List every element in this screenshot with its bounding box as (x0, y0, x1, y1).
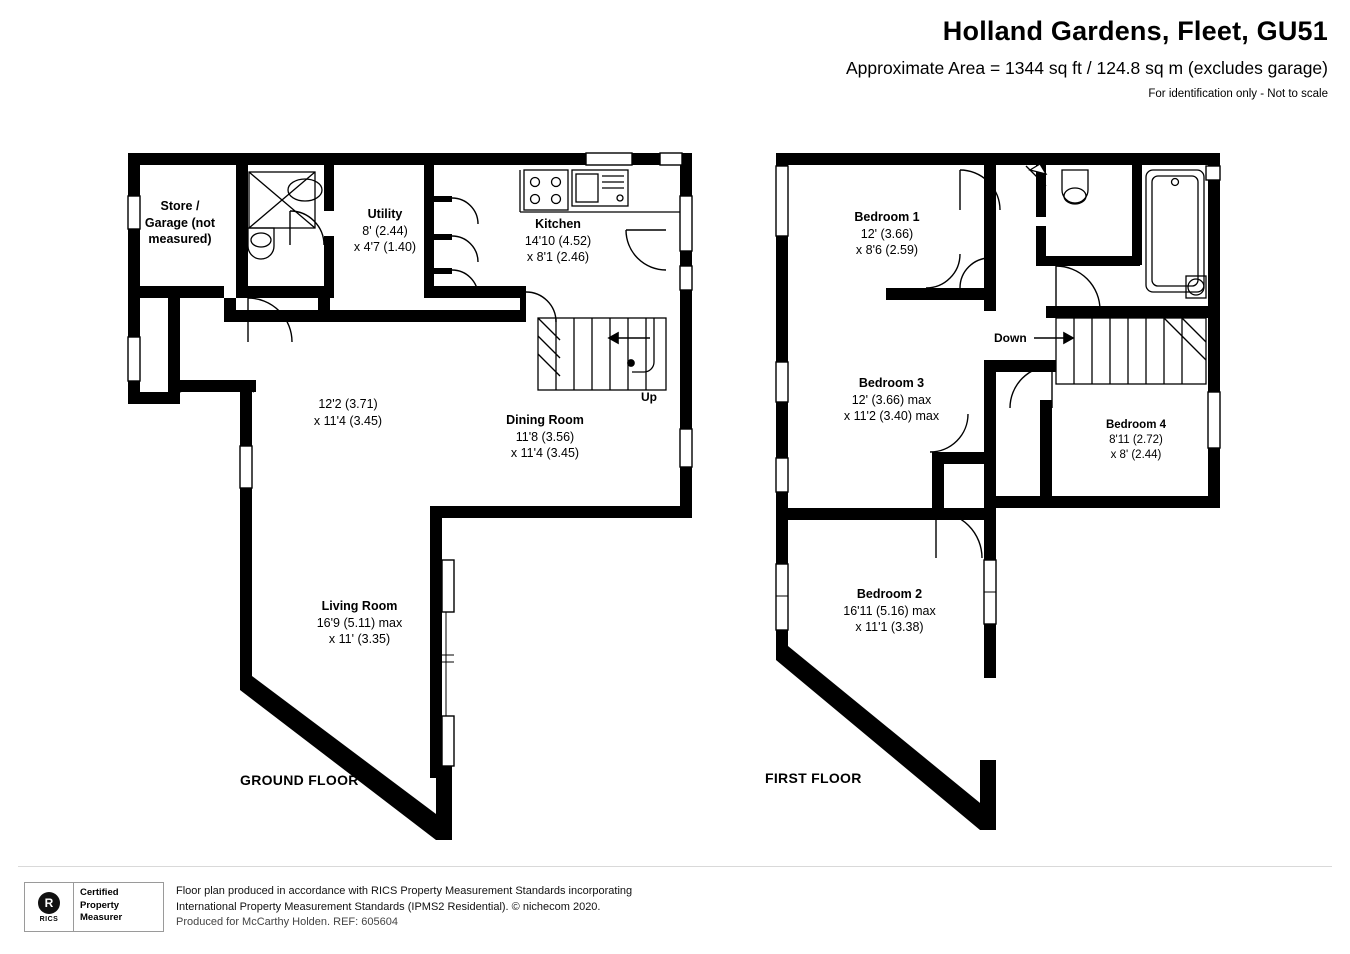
living-name: Living Room (321, 599, 398, 613)
kitchen-name: Kitchen (535, 217, 581, 231)
dining-dim-1: 11'8 (3.56) (515, 429, 575, 444)
rics-certified-badge (24, 882, 164, 932)
ground-floor-label: GROUND FLOOR (240, 772, 359, 788)
first-floor-label: FIRST FLOOR (765, 770, 862, 786)
utility-dim-1: 8' (2.44) (362, 223, 408, 238)
room-label-bedroom-4 (1076, 418, 1196, 464)
room-label-kitchen (498, 216, 618, 266)
stairs-down-label: Down (994, 331, 1027, 345)
rics-badge-line-1: Certified (80, 887, 119, 898)
bed4-dim-2: x 8' (2.44) (1110, 449, 1162, 462)
room-label-bedroom-1 (832, 209, 942, 259)
kitchen-dim-2: x 8'1 (2.46) (526, 250, 590, 264)
bed1-dim-2: x 8'6 (2.59) (855, 243, 919, 257)
bed4-name: Bedroom 4 (1105, 419, 1167, 431)
bed3-name: Bedroom 3 (858, 376, 925, 390)
rics-logo-icon (25, 883, 74, 931)
footer-divider (18, 866, 1332, 867)
store-line-2: Garage (not (144, 215, 216, 230)
utility-dim-2: x 4'7 (1.40) (353, 240, 417, 254)
bed1-name: Bedroom 1 (854, 210, 920, 224)
bed2-dim-2: x 11'1 (3.38) (855, 620, 924, 634)
dining-dim-2: x 11'4 (3.45) (510, 446, 580, 460)
bed3-dim-1: 12' (3.66) max (851, 392, 932, 407)
rics-badge-line-2: Property (80, 899, 120, 911)
dining-name: Dining Room (506, 413, 584, 427)
room-label-bedroom-3 (829, 375, 954, 425)
hall-dim-1: 12'2 (3.71) (318, 397, 378, 411)
store-line-1: Store / (160, 199, 200, 213)
page-title: Holland Gardens, Fleet, GU51 (942, 16, 1328, 46)
rics-mark: R (38, 892, 60, 914)
room-label-store-garage (128, 198, 232, 248)
footer-line-3: Produced for McCarthy Holden. REF: 605604 (176, 916, 398, 929)
bed2-name: Bedroom 2 (856, 587, 923, 601)
living-dim-1: 16'9 (5.11) max (316, 615, 403, 630)
hall-dim-2: x 11'4 (3.45) (313, 413, 383, 428)
bed2-dim-1: 16'11 (5.16) max (843, 603, 936, 618)
footer-line-2: International Property Measurement Standards (IPMS2 Residential). © nichecom 2020. (176, 900, 601, 913)
room-label-bedroom-2 (812, 586, 967, 636)
living-dim-2: x 11' (3.35) (328, 632, 391, 646)
kitchen-dim-1: 14'10 (4.52) (524, 233, 592, 248)
store-line-3: measured) (148, 232, 212, 246)
room-label-utility (330, 206, 440, 256)
approximate-area: Approximate Area = 1344 sq ft / 124.8 sq m (excludes garage) (845, 58, 1328, 78)
bed3-dim-2: x 11'2 (3.40) max (843, 409, 940, 423)
bed1-dim-1: 12' (3.66) (860, 226, 914, 241)
rics-badge-text (74, 883, 122, 931)
room-label-hall (258, 396, 438, 429)
stairs-up-label: Up (641, 390, 657, 404)
footer-disclaimer (176, 884, 876, 931)
footer-line-1: Floor plan produced in accordance with RICS Property Measurement Standards incorporating (176, 885, 633, 897)
bed4-dim-1: 8'11 (2.72) (1109, 434, 1163, 447)
room-label-dining-room (470, 412, 620, 462)
identification-note: For identification only - Not to scale (1148, 88, 1328, 100)
room-label-living-room (282, 598, 437, 648)
utility-name: Utility (367, 207, 403, 221)
rics-wordmark: RICS (39, 915, 59, 923)
rics-badge-line-3: Measurer (80, 912, 123, 924)
